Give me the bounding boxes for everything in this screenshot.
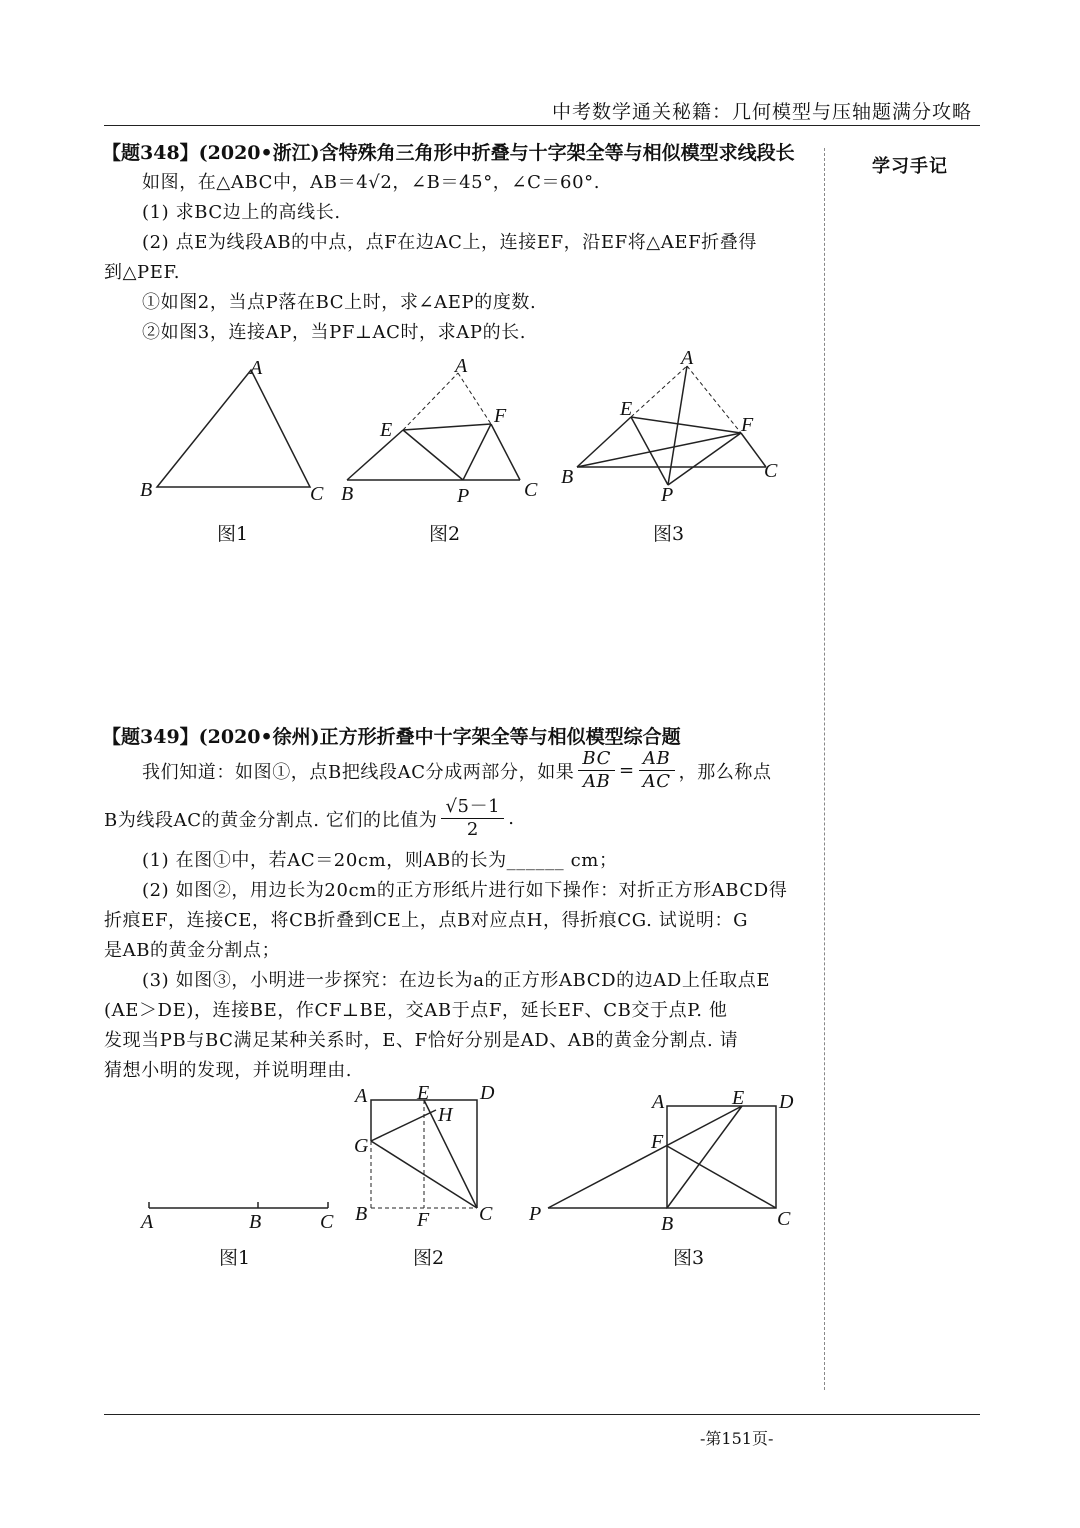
point-label-A: A xyxy=(652,1091,665,1113)
point-label-G: G xyxy=(354,1135,369,1157)
point-label-E: E xyxy=(380,419,393,441)
point-label-D: D xyxy=(480,1082,495,1104)
point-label-C: C xyxy=(310,483,324,505)
point-label-C: C xyxy=(524,479,538,501)
fraction-denominator: AC xyxy=(642,771,671,792)
sidebar-divider xyxy=(824,148,825,1390)
problem-348-figures xyxy=(0,340,820,520)
footer-rule xyxy=(104,1414,980,1415)
point-label-F: F xyxy=(741,414,754,436)
p348-figure-3 xyxy=(561,347,778,506)
p348-figure-2 xyxy=(341,355,538,507)
problem-349-intro-line xyxy=(142,748,772,793)
point-label-B: B xyxy=(355,1203,368,1225)
point-label-A: A xyxy=(455,355,468,377)
point-label-A: A xyxy=(141,1211,154,1233)
point-label-B: B xyxy=(661,1213,674,1235)
problem-348-heading: 【题348】(2020•浙江)含特殊角三角形中折叠与十字架全等与相似模型求线段长 xyxy=(102,142,795,164)
problem-349-line: (3) 如图③，小明进一步探究：在边长为a的正方形ABCD的边AD上任取点E xyxy=(142,970,771,991)
point-label-C: C xyxy=(764,460,778,482)
problem-348-line: ①如图2，当点P落在BC上时，求∠AEP的度数. xyxy=(142,292,537,313)
point-label-B: B xyxy=(341,483,354,505)
equals-sign: = xyxy=(618,760,635,781)
sidebar-title: 学习手记 xyxy=(872,156,948,177)
point-label-C: C xyxy=(777,1208,791,1230)
point-label-E: E xyxy=(417,1082,430,1104)
p349-figure-3-label: 图3 xyxy=(673,1247,705,1269)
point-label-D: D xyxy=(779,1091,794,1113)
fraction-golden-ratio xyxy=(441,796,504,841)
ratio-text: . xyxy=(508,808,515,829)
problem-349-line: 折痕EF，连接CE，将CB折叠到CE上，点B对应点H，得折痕CG. 试说明：G xyxy=(104,910,749,931)
problem-348-line: ②如图3，连接AP，当PF⊥AC时，求AP的长. xyxy=(142,322,527,343)
fraction-numerator: BC xyxy=(578,748,615,771)
fraction-denominator: AB xyxy=(582,771,611,792)
intro-text: ，那么称点 xyxy=(678,761,772,783)
problem-349-ratio-line xyxy=(104,796,515,841)
p349-figure-2 xyxy=(353,1082,495,1231)
point-label-E: E xyxy=(620,398,633,420)
problem-348-line: 如图，在△ABC中，AB＝4√2，∠B＝45°，∠C＝60°. xyxy=(142,172,601,193)
problem-349-line: 发现当PB与BC满足某种关系时，E、F恰好分别是AD、AB的黄金分割点. 请 xyxy=(104,1030,739,1051)
point-label-P: P xyxy=(529,1203,542,1225)
point-label-F: F xyxy=(417,1209,430,1231)
fraction-ab-ac xyxy=(639,748,675,793)
point-label-A: A xyxy=(681,347,694,369)
point-label-P: P xyxy=(457,485,470,507)
p348-figure-3-label: 图3 xyxy=(653,523,685,545)
p349-figure-2-label: 图2 xyxy=(413,1247,445,1269)
point-label-P: P xyxy=(661,484,674,506)
point-label-A: A xyxy=(250,357,263,379)
point-label-H: H xyxy=(438,1104,453,1126)
problem-349-line: 猜想小明的发现，并说明理由. xyxy=(104,1060,353,1081)
ratio-text: B为线段AC的黄金分割点. 它们的比值为 xyxy=(104,809,438,831)
p348-figure-1 xyxy=(140,357,324,505)
p349-figure-1 xyxy=(139,1202,334,1233)
problem-349-line: (2) 如图②，用边长为20cm的正方形纸片进行如下操作：对折正方形ABCD得 xyxy=(142,880,788,901)
p348-figure-1-label: 图1 xyxy=(217,523,249,545)
fraction-denominator: 2 xyxy=(466,819,479,840)
p348-figure-2-label: 图2 xyxy=(429,523,461,545)
problem-349-line: (1) 在图①中，若AC＝20cm，则AB的长为______ cm； xyxy=(142,850,618,871)
point-label-C: C xyxy=(320,1211,334,1233)
point-label-E: E xyxy=(732,1087,745,1109)
fraction-numerator: √5－1 xyxy=(441,796,504,819)
problem-349-figures xyxy=(0,1075,820,1235)
point-label-F: F xyxy=(651,1131,664,1153)
problem-348-line: (1) 求BC边上的高线长. xyxy=(142,202,341,223)
header-rule xyxy=(104,125,980,126)
point-label-C: C xyxy=(479,1203,493,1225)
point-label-A: A xyxy=(355,1085,368,1107)
point-label-B: B xyxy=(140,479,153,501)
problem-349-line: (AE＞DE)，连接BE，作CF⊥BE，交AB于点F，延长EF、CB交于点P. 他 xyxy=(104,1000,728,1021)
point-label-B: B xyxy=(561,466,574,488)
fraction-numerator: AB xyxy=(639,748,675,771)
point-label-B: B xyxy=(249,1211,262,1233)
problem-348-line: (2) 点E为线段AB的中点，点F在边AC上，连接EF，沿EF将△AEF折叠得 xyxy=(142,232,757,253)
intro-text: 我们知道：如图①，点B把线段AC分成两部分，如果 xyxy=(142,761,575,783)
p349-figure-1-label: 图1 xyxy=(219,1247,251,1269)
problem-349-heading: 【题349】(2020•徐州)正方形折叠中十字架全等与相似模型综合题 xyxy=(102,726,681,748)
point-label-F: F xyxy=(494,405,507,427)
problem-349-line: 是AB的黄金分割点； xyxy=(104,940,281,961)
page-number: -第151页- xyxy=(700,1429,774,1448)
p349-figure-3 xyxy=(528,1087,794,1235)
problem-348-line: 到△PEF. xyxy=(104,262,181,283)
book-title: 中考数学通关秘籍：几何模型与压轴题满分攻略 xyxy=(551,101,972,123)
fraction-bc-ab xyxy=(578,748,615,793)
